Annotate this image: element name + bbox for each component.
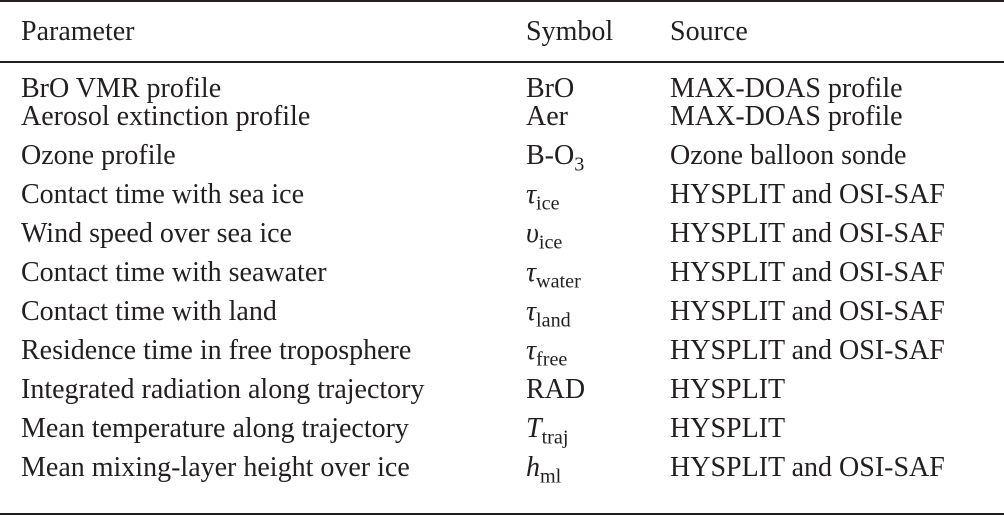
symbol-sub: ice <box>536 192 560 215</box>
symbol-sub: ml <box>540 465 562 488</box>
table-row <box>0 220 945 259</box>
symbol-sub: land <box>536 309 571 332</box>
symbol-sub: traj <box>541 426 569 449</box>
cell-parameter: Mean temperature along trajectory <box>21 413 409 444</box>
symbol-main: τ <box>526 335 537 366</box>
cell-parameter: Contact time with seawater <box>21 257 327 288</box>
cell-source: HYSPLIT <box>670 413 786 444</box>
cell-parameter: Integrated radiation along trajectory <box>21 374 425 405</box>
cell-source: HYSPLIT and OSI-SAF <box>670 335 945 366</box>
cell-symbol <box>526 220 670 259</box>
symbol-main: B-O <box>526 140 575 171</box>
table-row <box>0 376 945 415</box>
cell-source: MAX-DOAS profile <box>670 73 903 104</box>
table-row <box>0 142 945 181</box>
table-row <box>0 298 945 337</box>
symbol-main: τ <box>526 179 537 210</box>
cell-source: HYSPLIT <box>670 374 786 405</box>
symbol-sub: water <box>536 270 581 293</box>
cell-symbol <box>526 142 670 181</box>
cell-source: HYSPLIT and OSI-SAF <box>670 218 945 249</box>
cell-parameter: Mean mixing-layer height over ice <box>21 452 410 483</box>
cell-source: HYSPLIT and OSI-SAF <box>670 257 945 288</box>
table-row <box>0 454 945 493</box>
table-row <box>0 62 945 103</box>
cell-source: HYSPLIT and OSI-SAF <box>670 452 945 483</box>
cell-symbol <box>526 181 670 220</box>
cell-source: HYSPLIT and OSI-SAF <box>670 296 945 327</box>
symbol-main: τ <box>526 296 537 327</box>
cell-source: Ozone balloon sonde <box>670 140 907 171</box>
cell-symbol <box>526 298 670 337</box>
symbol-main: h <box>526 452 540 483</box>
table-row <box>0 259 945 298</box>
symbol-main: Aer <box>526 101 568 132</box>
header-symbol: Symbol <box>526 16 614 47</box>
symbol-sub: 3 <box>574 153 585 176</box>
cell-parameter: BrO VMR profile <box>21 73 222 104</box>
symbol-main: T <box>526 413 542 444</box>
cell-symbol <box>526 62 670 103</box>
cell-source: HYSPLIT and OSI-SAF <box>670 179 945 210</box>
symbol-sub: ice <box>538 231 563 254</box>
cell-symbol <box>526 337 670 376</box>
cell-parameter: Aerosol extinction profile <box>21 101 311 132</box>
table-row <box>0 337 945 376</box>
table-row <box>0 415 945 454</box>
cell-source: MAX-DOAS profile <box>670 101 903 132</box>
header-source: Source <box>670 16 748 47</box>
cell-symbol <box>526 454 670 493</box>
cell-parameter: Contact time with sea ice <box>21 179 305 210</box>
cell-parameter: Contact time with land <box>21 296 277 327</box>
cell-symbol <box>526 376 670 415</box>
cell-parameter: Ozone profile <box>21 140 176 171</box>
symbol-main: υ <box>526 218 539 249</box>
bottom-rule <box>0 513 1004 515</box>
cell-parameter: Wind speed over sea ice <box>21 218 292 249</box>
header-row <box>0 0 945 62</box>
header-parameter: Parameter <box>21 16 135 47</box>
table-row <box>0 181 945 220</box>
symbol-main: BrO <box>526 73 575 104</box>
cell-symbol <box>526 415 670 454</box>
table-row <box>0 103 945 142</box>
cell-symbol <box>526 103 670 142</box>
symbol-main: τ <box>526 257 537 288</box>
cell-symbol <box>526 259 670 298</box>
symbol-main: RAD <box>526 374 586 405</box>
symbol-sub: free <box>536 348 568 371</box>
cell-parameter: Residence time in free troposphere <box>21 335 412 366</box>
